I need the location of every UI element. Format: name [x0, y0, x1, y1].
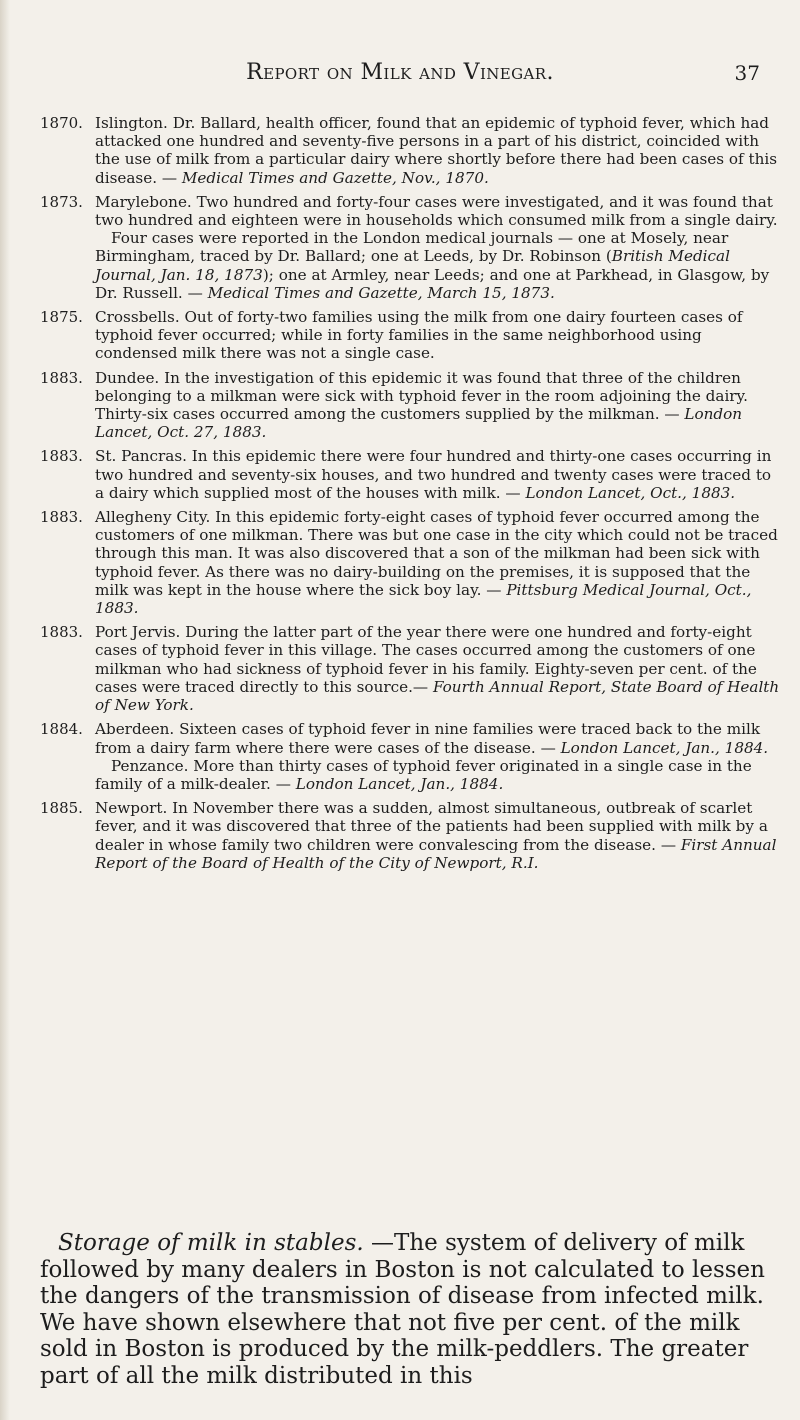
page-number: 37 — [734, 61, 760, 85]
entry-1873-marylebone — [40, 193, 780, 302]
entry-year: 1875. — [40, 308, 83, 327]
entry-paragraph — [95, 720, 780, 756]
entry-citation: First Annual Report of the Board of Health of the City of Newport, R.I. — [95, 835, 777, 872]
entry-1870-islington — [40, 114, 780, 187]
entry-text-continued: ); one at Armley, near Leeds; and one at Parkhead, in Glasgow, by Dr. Russell. — — [95, 265, 770, 302]
entry-1883-dundee — [40, 369, 780, 442]
entry-text: Aberdeen. Sixteen cases of typhoid fever in nine families were traced back to the milk from a dairy farm where there were cases of the disease. — — [95, 720, 761, 757]
epidemic-entry-list — [40, 114, 780, 878]
entry-text: Four cases were reported in the London medical journals — one at Mosely, near Birmingham, traced by Dr. Ballard; one at Leeds, by Dr. Robinson ( — [95, 229, 729, 266]
entry-1884-aberdeen-penzance — [40, 720, 780, 793]
entry-paragraph — [95, 114, 780, 187]
entry-paragraph — [95, 308, 780, 363]
entry-text: St. Pancras. In this epidemic there were four hundred and thirty-one cases occurring in two hundred and seventy-six houses, and two hundred and twenty cases were traced to a dairy which supplied most of the houses with milk. — — [95, 447, 772, 502]
entry-citation-second: Medical Times and Gazette, March 15, 1873. — [207, 283, 555, 302]
entry-text: Newport. In November there was a sudden, almost simultaneous, outbreak of scarlet fever, and it was discovered that three of the patients had been supplied with milk by a dealer in whose family two children were convalescing from the disease. — — [95, 799, 768, 854]
entry-citation: British Medical Journal, Jan. 18, 1873 — [95, 247, 730, 284]
entry-text: Dundee. In the investigation of this epidemic it was found that three of the children belonging to a milkman were sick with typhoid fever in the room adjoining the dairy. Thirty-six cases occurred among the customers supplied by the milkman. — — [95, 368, 748, 424]
entry-1875-crossbells — [40, 308, 780, 363]
storage-of-milk-paragraph — [40, 1230, 780, 1389]
entry-1883-allegheny-city — [40, 508, 780, 617]
entry-year: 1873. — [40, 192, 83, 211]
entry-paragraph — [95, 229, 780, 302]
entry-paragraph — [95, 193, 780, 229]
section-heading: Storage of milk in stables. — [58, 1230, 364, 1256]
entry-year: 1885. — [40, 799, 83, 818]
page-edge-shadow — [0, 0, 10, 1420]
entry-citation: Fourth Annual Report, State Board of Health of New York. — [95, 677, 780, 715]
entry-citation: Pittsburg Medical Journal, Oct., 1883. — [95, 580, 752, 618]
entry-citation: Medical Times and Gazette, Nov., 1870. — [181, 168, 489, 187]
entry-1883-st-pancras — [40, 447, 780, 502]
entry-paragraph — [95, 757, 780, 793]
section-body: —The system of delivery of milk followed by many dealers in Boston is not calculated to lessen the dangers of the transmission of disease from infected milk. We have shown elsewhere that not five per cent. of the milk sold in Boston is produced by the milk-peddlers. The greater part of all the milk distributed in this — [40, 1230, 765, 1389]
entry-text: Port Jervis. During the latter part of the year there were one hundred and forty-eight cases of typhoid fever in this village. The cases occurred among the customers of one milkman who had sickness of typhoid fever in his family. Eighty-seven per cent. of the cases were traced directly to this source.— — [95, 623, 757, 696]
entry-text: Islington. Dr. Ballard, health officer, found that an epidemic of typhoid fever, which had attacked one hundred and seventy-five persons in a part of his district, coincided with the use of milk from a particular dairy where shortly before there had been cases of this disease. — — [95, 114, 778, 187]
entry-paragraph — [95, 369, 780, 442]
entry-citation: London Lancet, Oct. 27, 1883. — [95, 405, 743, 442]
entry-paragraph — [95, 508, 780, 617]
entry-citation: London Lancet, Oct., 1883. — [525, 483, 736, 502]
entry-text: Crossbells. Out of forty-two families using the milk from one dairy fourteen cases of typhoid fever occurred; while in forty families in the same neighborhood using condensed milk there was not a single case. — [95, 308, 743, 363]
running-title: Report on Milk and Vinegar. — [246, 60, 554, 85]
entry-text: Penzance. More than thirty cases of typhoid fever originated in a single case in the family of a milk-dealer. — — [95, 756, 752, 793]
entry-year: 1883. — [40, 623, 83, 642]
entry-year: 1870. — [40, 114, 83, 132]
entry-1883-port-jervis — [40, 623, 780, 714]
entry-year: 1883. — [40, 508, 83, 527]
entry-paragraph — [95, 447, 780, 502]
entry-citation: London Lancet, Jan., 1884. — [295, 774, 504, 793]
entry-text: Allegheny City. In this epidemic forty-eight cases of typhoid fever occurred among the customers of one milkman. There was but one case in the city which could not be traced through this man. It was also discovered that a son of the milkman had been sick with typhoid fever. As there was no dairy-building on the premises, it is supposed that the milk was kept in the house where the sick boy lay. — — [95, 508, 778, 599]
entry-citation: London Lancet, Jan., 1884. — [560, 738, 769, 757]
entry-1885-newport — [40, 799, 780, 872]
page-header — [40, 58, 760, 88]
entry-paragraph — [95, 623, 780, 714]
entry-paragraph — [95, 799, 780, 872]
entry-year: 1883. — [40, 368, 83, 387]
entry-year: 1884. — [40, 720, 83, 739]
entry-year: 1883. — [40, 447, 83, 466]
entry-text: Marylebone. Two hundred and forty-four cases were investigated, and it was found that two hundred and eighteen were in households which consumed milk from a single dairy. — [95, 192, 778, 230]
